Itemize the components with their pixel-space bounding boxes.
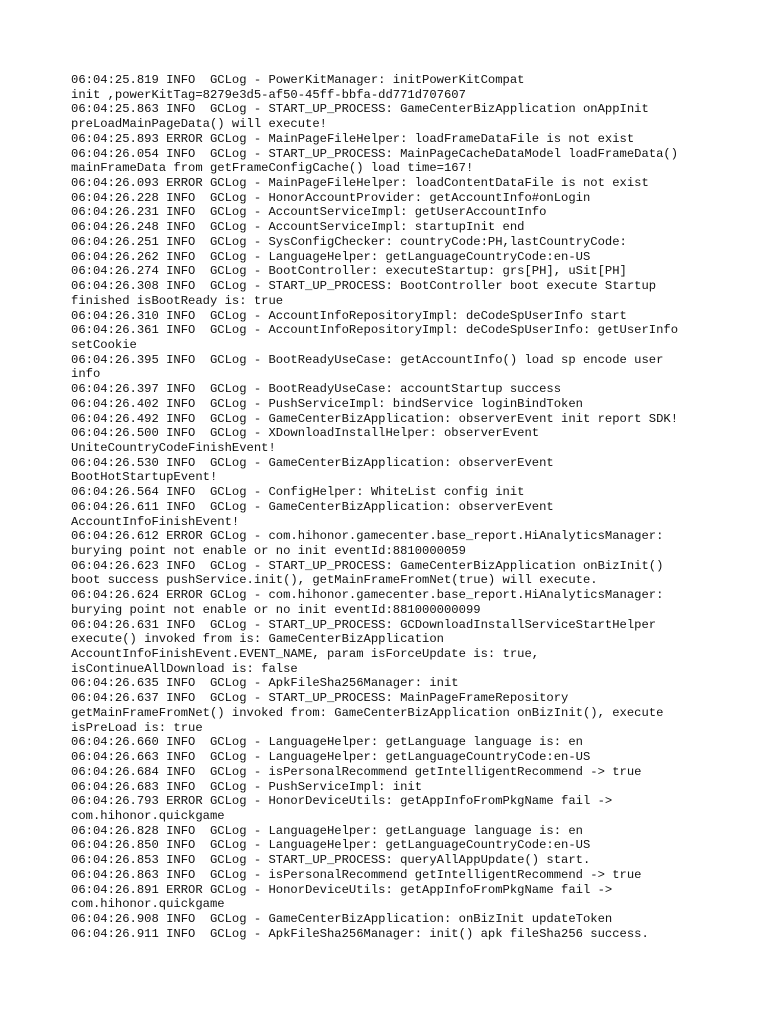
log-line: 06:04:26.908 INFO GCLog - GameCenterBizApplication: onBizInit updateToken — [71, 911, 613, 926]
log-line: burying point not enable or no init eventId:881000000099 — [71, 602, 481, 617]
log-line: 06:04:26.663 INFO GCLog - LanguageHelper: getLanguageCountryCode:en-US — [71, 750, 591, 765]
log-line: 06:04:26.853 INFO GCLog - START_UP_PROCESS: queryAllAppUpdate() start. — [71, 853, 591, 868]
log-line: 06:04:26.231 INFO GCLog - AccountServiceImpl: getUserAccountInfo — [71, 205, 547, 220]
log-line: getMainFrameFromNet() invoked from: GameCenterBizApplication onBizInit(), execute — [71, 705, 664, 720]
log-line: 06:04:26.793 ERROR GCLog - HonorDeviceUtils: getAppInfoFromPkgName fail -> — [71, 794, 613, 809]
log-line: 06:04:26.850 INFO GCLog - LanguageHelper: getLanguageCountryCode:en-US — [71, 838, 591, 853]
log-line: 06:04:26.492 INFO GCLog - GameCenterBizApplication: observerEvent init report SDK! — [71, 411, 679, 426]
log-line: info — [71, 367, 101, 382]
log-line: 06:04:26.911 INFO GCLog - ApkFileSha256Manager: init() apk fileSha256 success. — [71, 926, 649, 941]
log-line: com.hihonor.quickgame — [71, 808, 225, 823]
log-line: 06:04:25.819 INFO GCLog - PowerKitManager: initPowerKitCompat — [71, 73, 525, 87]
log-line: com.hihonor.quickgame — [71, 897, 225, 912]
log-line: setCookie — [71, 337, 137, 352]
log-line: 06:04:26.310 INFO GCLog - AccountInfoRepositoryImpl: deCodeSpUserInfo start — [71, 308, 627, 323]
log-line: 06:04:26.274 INFO GCLog - BootController: executeStartup: grs[PH], uSit[PH] — [71, 264, 627, 279]
log-line: 06:04:26.683 INFO GCLog - PushServiceImpl: init — [71, 779, 423, 794]
log-line: AccountInfoFinishEvent.EVENT_NAME, param isForceUpdate is: true, — [71, 647, 540, 662]
log-line: BootHotStartupEvent! — [71, 470, 218, 485]
log-line: 06:04:26.891 ERROR GCLog - HonorDeviceUtils: getAppInfoFromPkgName fail -> — [71, 882, 613, 897]
log-line: 06:04:26.660 INFO GCLog - LanguageHelper: getLanguage language is: en — [71, 735, 583, 750]
log-line: 06:04:26.564 INFO GCLog - ConfigHelper: WhiteList config init — [71, 485, 525, 500]
log-line: 06:04:26.612 ERROR GCLog - com.hihonor.gamecenter.base_report.HiAnalyticsManager: — [71, 529, 664, 544]
log-line: boot success pushService.init(), getMainFrameFromNet(true) will execute. — [71, 573, 598, 588]
log-line: 06:04:26.395 INFO GCLog - BootReadyUseCase: getAccountInfo() load sp encode user — [71, 352, 664, 367]
log-line: mainFrameData from getFrameConfigCache() load time=167! — [71, 161, 474, 176]
log-line: 06:04:25.893 ERROR GCLog - MainPageFileHelper: loadFrameDataFile is not exist — [71, 131, 635, 146]
log-line: 06:04:25.863 INFO GCLog - START_UP_PROCESS: GameCenterBizApplication onAppInit — [71, 102, 649, 117]
log-line: 06:04:26.054 INFO GCLog - START_UP_PROCESS: MainPageCacheDataModel loadFrameData() — [71, 146, 679, 161]
log-line: init ,powerKitTag=8279e3d5-af50-45ff-bbfa-dd771d707607 — [71, 87, 466, 102]
log-line: UniteCountryCodeFinishEvent! — [71, 440, 276, 455]
log-line: 06:04:26.402 INFO GCLog - PushServiceImpl: bindService loginBindToken — [71, 396, 583, 411]
log-line: 06:04:26.611 INFO GCLog - GameCenterBizApplication: observerEvent — [71, 499, 554, 514]
log-line: 06:04:26.684 INFO GCLog - isPersonalRecommend getIntelligentRecommend -> true — [71, 764, 642, 779]
log-line: 06:04:26.248 INFO GCLog - AccountServiceImpl: startupInit end — [71, 220, 525, 235]
log-line: AccountInfoFinishEvent! — [71, 514, 240, 529]
log-line: 06:04:26.308 INFO GCLog - START_UP_PROCESS: BootController boot execute Startup — [71, 279, 657, 294]
log-line: finished isBootReady is: true — [71, 293, 284, 308]
log-line: 06:04:26.361 INFO GCLog - AccountInfoRepositoryImpl: deCodeSpUserInfo: getUserInfo — [71, 323, 679, 338]
log-line: 06:04:26.624 ERROR GCLog - com.hihonor.gamecenter.base_report.HiAnalyticsManager: — [71, 588, 664, 603]
log-line: execute() invoked from is: GameCenterBizApplication — [71, 632, 444, 647]
log-line: 06:04:26.228 INFO GCLog - HonorAccountProvider: getAccountInfo#onLogin — [71, 190, 591, 205]
log-line: 06:04:26.500 INFO GCLog - XDownloadInstallHelper: observerEvent — [71, 426, 540, 441]
log-line: isPreLoad is: true — [71, 720, 203, 735]
log-line: 06:04:26.251 INFO GCLog - SysConfigChecker: countryCode:PH,lastCountryCode: — [71, 234, 627, 249]
log-line: 06:04:26.828 INFO GCLog - LanguageHelper: getLanguage language is: en — [71, 823, 583, 838]
log-text-block — [71, 73, 711, 941]
log-line: 06:04:26.397 INFO GCLog - BootReadyUseCase: accountStartup success — [71, 382, 562, 397]
log-line: burying point not enable or no init eventId:8810000059 — [71, 544, 466, 558]
log-line: isContinueAllDownload is: false — [71, 661, 298, 676]
log-line: 06:04:26.863 INFO GCLog - isPersonalRecommend getIntelligentRecommend -> true — [71, 867, 642, 882]
log-line: 06:04:26.623 INFO GCLog - START_UP_PROCESS: GameCenterBizApplication onBizInit() — [71, 558, 664, 573]
log-line: 06:04:26.637 INFO GCLog - START_UP_PROCESS: MainPageFrameRepository — [71, 691, 569, 706]
log-line: 06:04:26.093 ERROR GCLog - MainPageFileHelper: loadContentDataFile is not exist — [71, 176, 649, 191]
log-line: 06:04:26.635 INFO GCLog - ApkFileSha256Manager: init — [71, 676, 459, 691]
log-line: preLoadMainPageData() will execute! — [71, 117, 327, 132]
log-line: 06:04:26.530 INFO GCLog - GameCenterBizApplication: observerEvent — [71, 455, 554, 470]
log-line: 06:04:26.262 INFO GCLog - LanguageHelper: getLanguageCountryCode:en-US — [71, 249, 591, 264]
log-line: 06:04:26.631 INFO GCLog - START_UP_PROCESS: GCDownloadInstallServiceStartHelper — [71, 617, 657, 632]
